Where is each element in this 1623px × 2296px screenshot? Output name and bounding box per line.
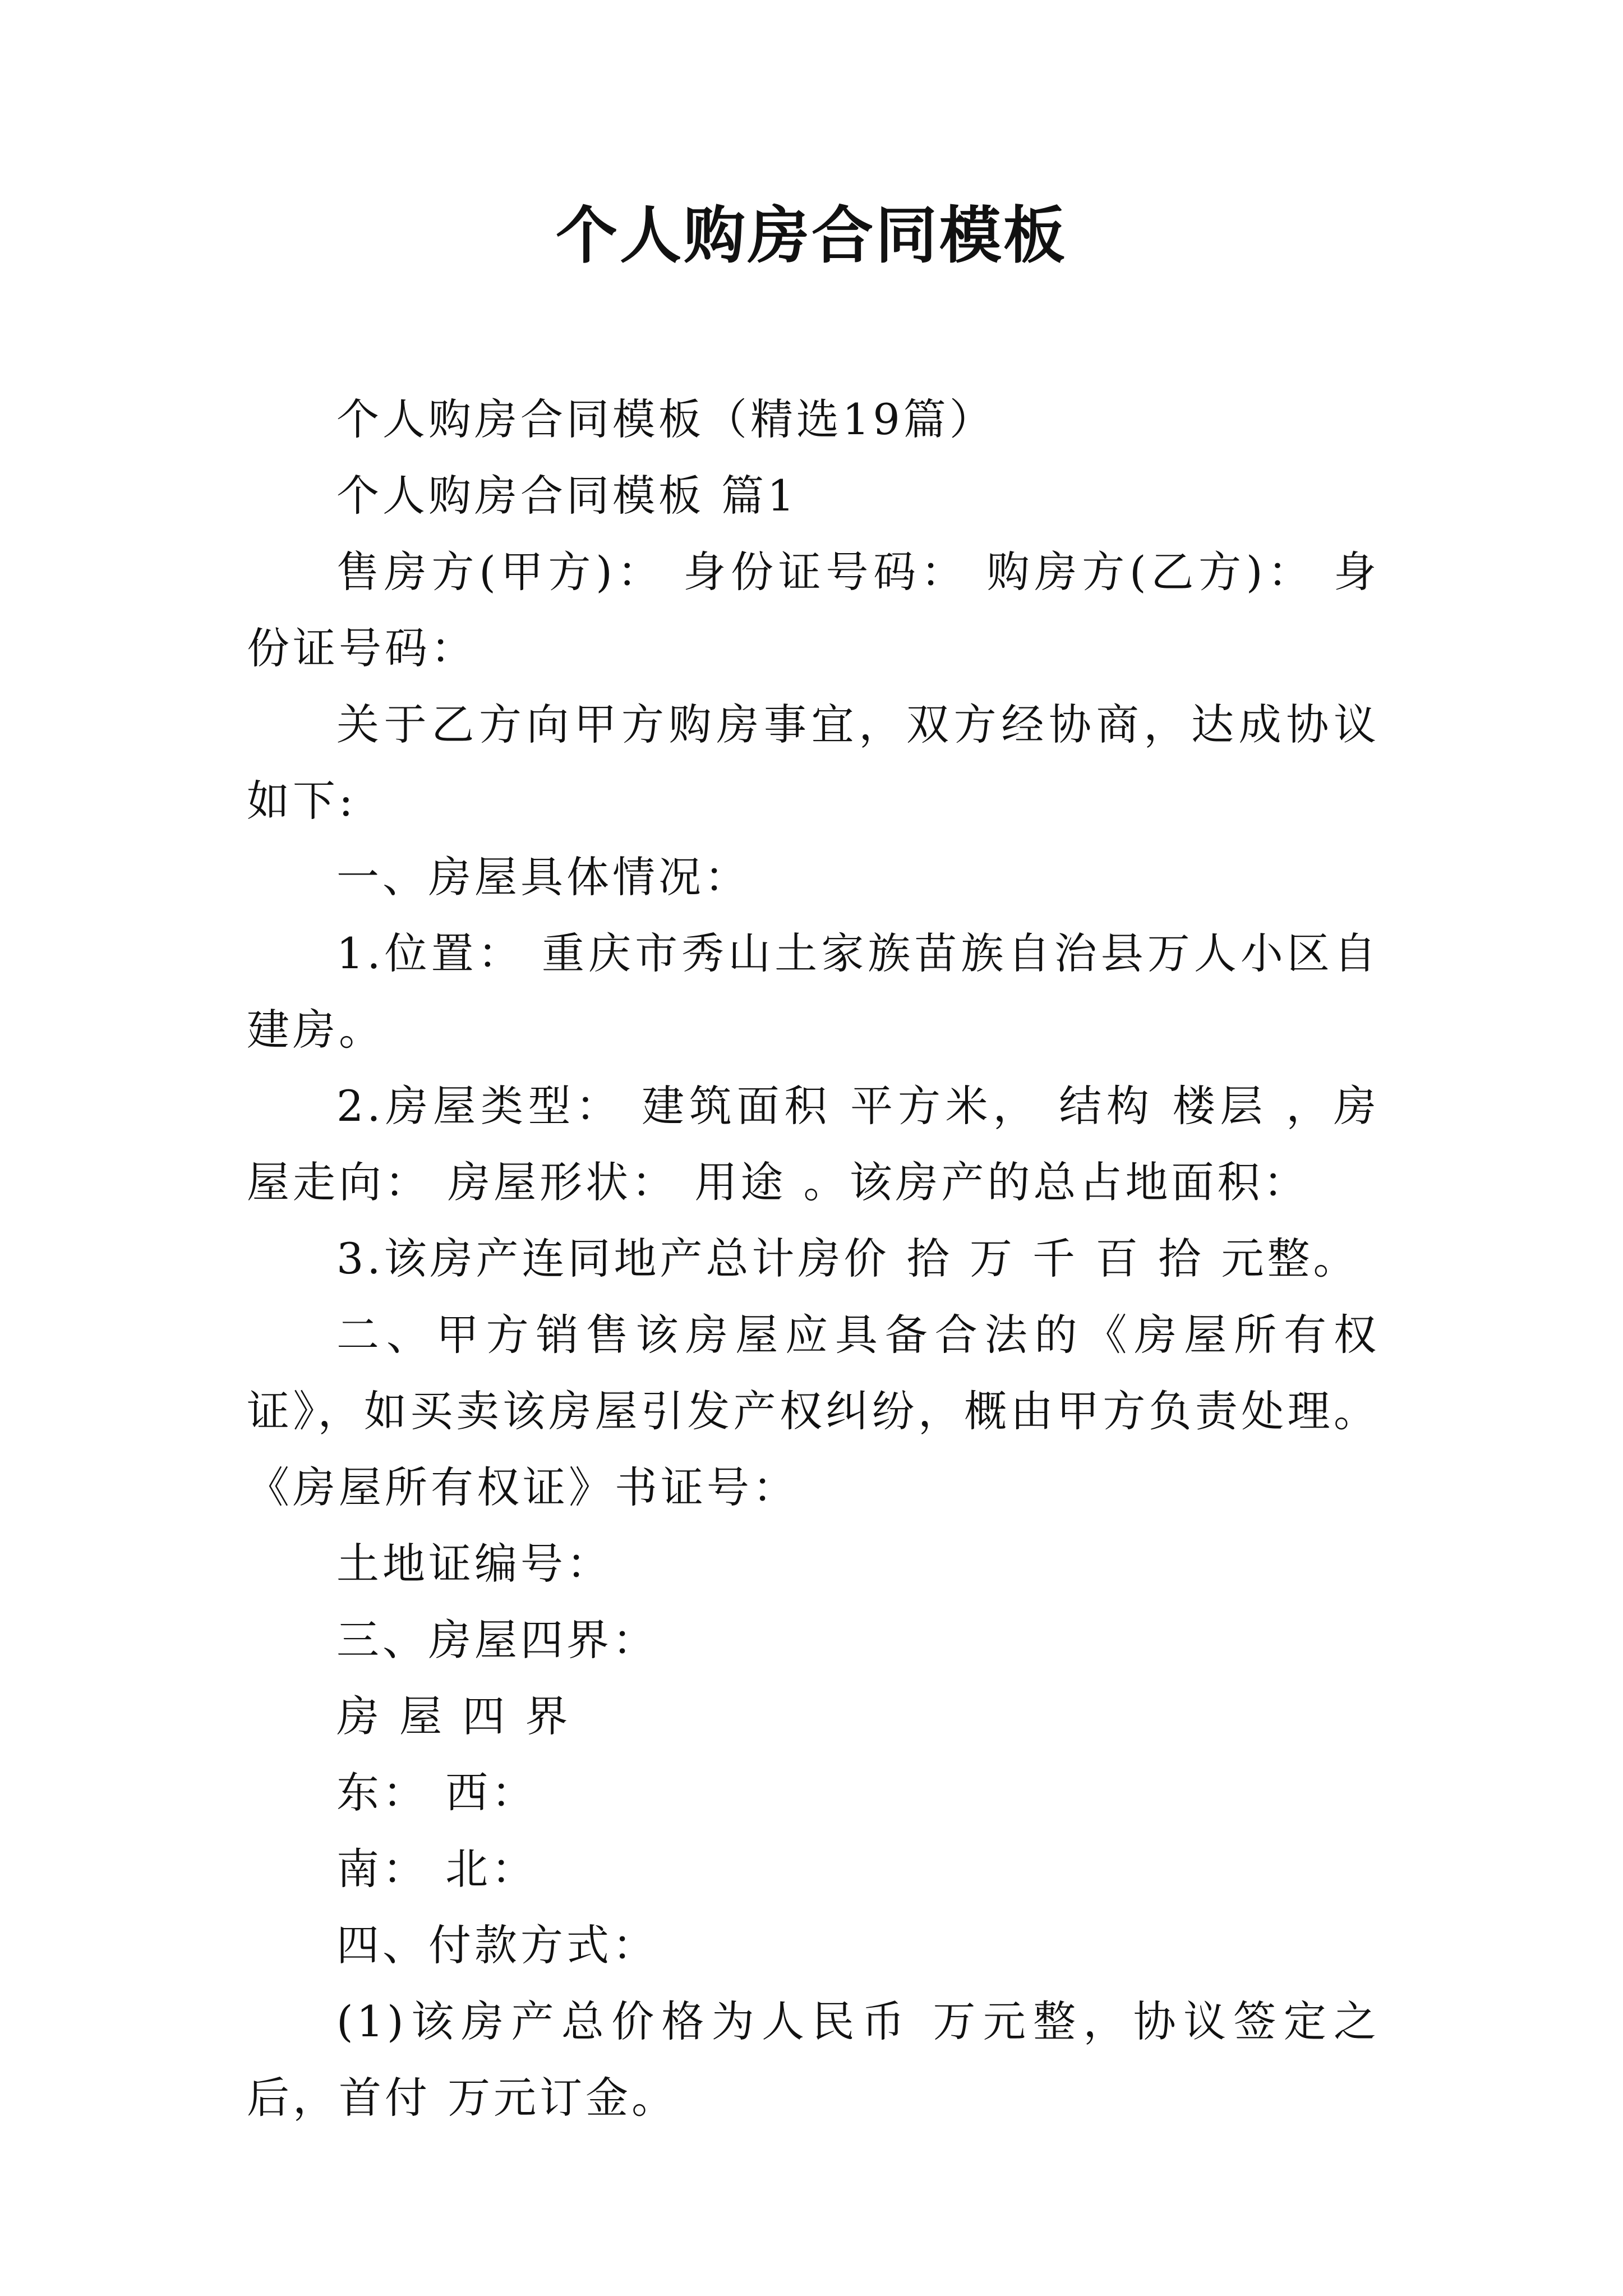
paragraph-boundaries-label: 房 屋 四 界 xyxy=(336,1691,571,1741)
document-body xyxy=(247,381,1380,2136)
paragraph-payment-1: (1)该房产总价格为人民币 万元整，协议签定之后，首付 万元订金。 xyxy=(247,1996,1380,2123)
paragraph-subtitle: 个人购房合同模板（精选19篇） xyxy=(336,394,995,444)
paragraph-clause-3-heading: 三、房屋四界： xyxy=(336,1615,658,1665)
paragraph-south-north: 南： 北： xyxy=(336,1844,538,1894)
paragraph-section-heading: 个人购房合同模板 篇1 xyxy=(336,471,798,521)
paragraph-clause-2: 二、甲方销售该房屋应具备合法的《房屋所有权证》，如买卖该房屋引发产权纠纷，概由甲方负责处理。 《房屋所有权证》书证号： xyxy=(247,1310,1380,1512)
paragraph-parties: 售房方(甲方)： 身份证号码： 购房方(乙方)： 身份证号码： xyxy=(247,547,1380,673)
paragraph-house-type: 2.房屋类型： 建筑面积 平方米， 结构 楼层 ，房屋走向： 房屋形状： 用途 。该房产的总占地面积： xyxy=(247,1081,1380,1207)
paragraph-agreement-intro: 关于乙方向甲方购房事宜，双方经协商，达成协议如下: xyxy=(247,700,1380,826)
paragraph-clause-1-heading: 一、房屋具体情况： xyxy=(336,852,750,902)
document-title: 个人购房合同模板 xyxy=(556,199,1067,272)
paragraph-location: 1.位置： 重庆市秀山土家族苗族自治县万人小区自建房。 xyxy=(247,928,1380,1055)
paragraph-clause-4-heading: 四、付款方式： xyxy=(336,1920,658,1970)
paragraph-land-certificate: 土地证编号： xyxy=(336,1539,612,1589)
paragraph-total-price: 3.该房产连同地产总计房价 拾 万 千 百 拾 元整。 xyxy=(336,1234,1359,1283)
paragraph-east-west: 东： 西： xyxy=(336,1768,538,1818)
